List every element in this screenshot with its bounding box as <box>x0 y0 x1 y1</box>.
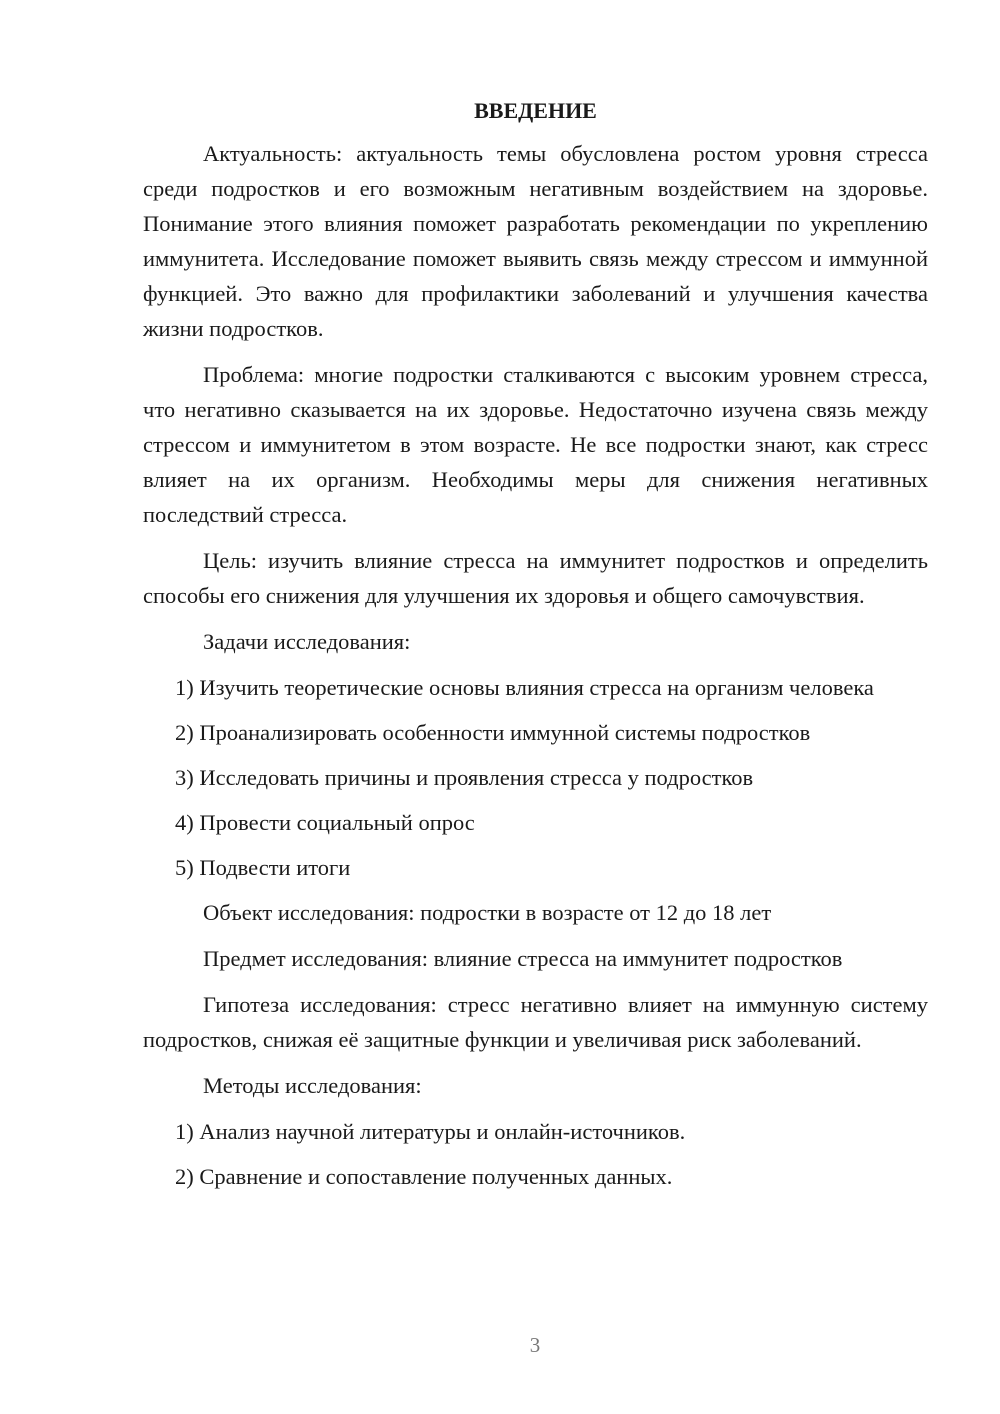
task-item: 3) Исследовать причины и проявления стресса у подростков <box>175 765 754 790</box>
paragraph-relevance: Актуальность: актуальность темы обусловлена ростом уровня стресса среди подростков и его возможным негативным воздействием на здоровье. Понимание этого влияния поможет разработать рекомендации по укреплению иммунитета. Исследование поможет выявить связь между стрессом и иммунной функцией. Это важно для профилактики заболеваний и улучшения качества жизни подростков. <box>143 141 928 341</box>
task-item: 4) Провести социальный опрос <box>175 810 475 835</box>
task-item: 2) Проанализировать особенности иммунной системы подростков <box>175 720 811 745</box>
paragraph-goal: Цель: изучить влияние стресса на иммунитет подростков и определить способы его снижения для улучшения их здоровья и общего самочувствия. <box>143 548 928 608</box>
tasks-heading: Задачи исследования: <box>203 629 411 654</box>
page-title: ВВЕДЕНИЕ <box>474 98 597 123</box>
research-subject: Предмет исследования: влияние стресса на иммунитет подростков <box>203 946 843 971</box>
methods-heading: Методы исследования: <box>203 1073 422 1098</box>
research-hypothesis: Гипотеза исследования: стресс негативно влияет на иммунную систему подростков, снижая её защитные функции и увеличивая риск заболеваний. <box>143 992 928 1052</box>
page-number: 3 <box>529 1333 541 1357</box>
method-item: 1) Анализ научной литературы и онлайн-источников. <box>175 1119 686 1144</box>
method-item: 2) Сравнение и сопоставление полученных данных. <box>175 1164 673 1189</box>
paragraph-problem: Проблема: многие подростки сталкиваются с высоким уровнем стресса, что негативно сказывается на их здоровье. Недостаточно изучена связь между стрессом и иммунитетом в этом возрасте. Не все подростки знают, как стресс влияет на их организм. Необходимы меры для снижения негативных последствий стресса. <box>143 362 928 527</box>
task-item: 1) Изучить теоретические основы влияния стресса на организм человека <box>175 675 874 700</box>
page-content <box>143 96 928 1204</box>
task-item: 5) Подвести итоги <box>175 855 351 880</box>
research-object: Объект исследования: подростки в возрасте от 12 до 18 лет <box>203 900 772 925</box>
